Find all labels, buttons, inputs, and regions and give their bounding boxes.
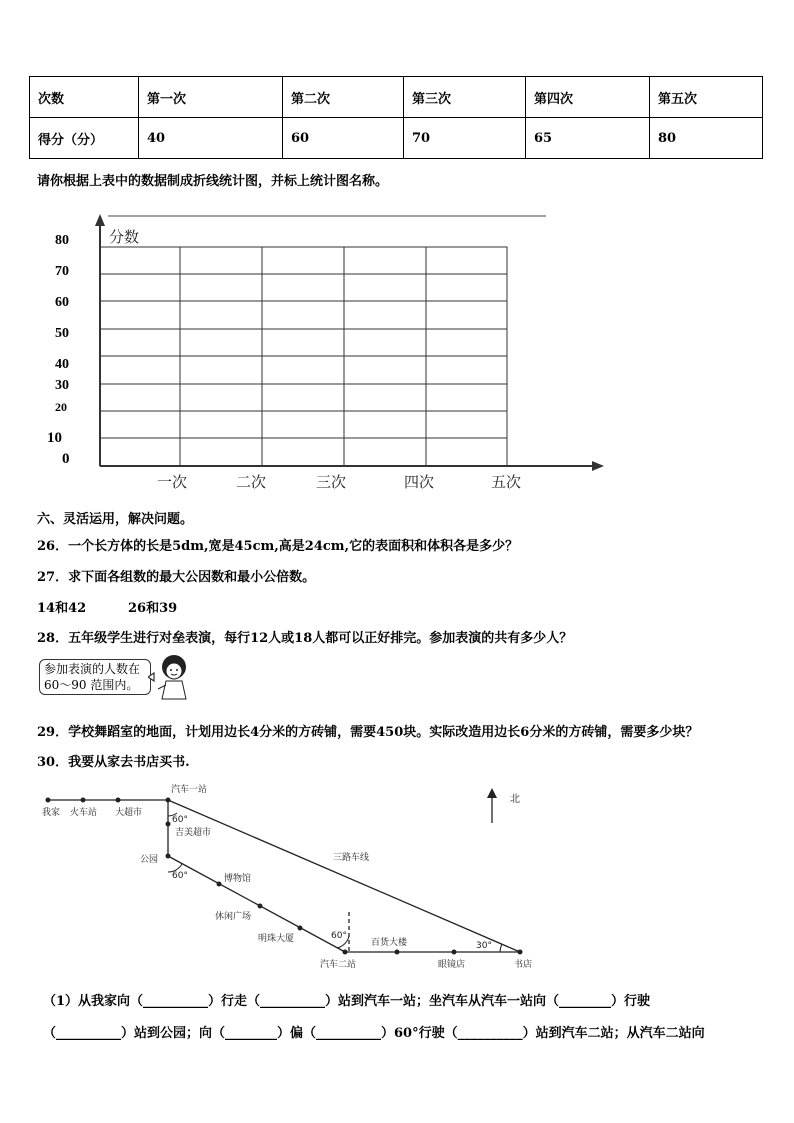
table-cell: 次数 (30, 77, 139, 118)
label-north: 北 (510, 794, 520, 805)
y-tick: 20 (55, 400, 67, 414)
label-glasses-shop: 眼镜店 (438, 960, 466, 970)
instruction-text: 请你根据上表中的数据制成折线统计图，并标上统计图名称。 (37, 174, 389, 189)
table-cell: 得分（分） (30, 118, 139, 159)
x-tick: 三次 (316, 473, 347, 491)
question-30-part-1-cont: （__________）站到公园；向（________）偏（__________）60°行驶（__________）站到汽车二站；从汽车二站向 (43, 1026, 705, 1041)
angle-label: 30° (476, 941, 492, 951)
question-27-pair-2: 26和39 (128, 601, 178, 616)
angle-label: 60° (172, 871, 188, 881)
table-cell: 第二次 (283, 77, 404, 118)
y-tick: 60 (55, 295, 69, 310)
girl-illustration (148, 653, 198, 703)
label-bus-stop-2: 汽车二站 (320, 960, 357, 970)
label-bookstore: 书店 (514, 960, 533, 970)
label-supermarket: 大超市 (115, 808, 143, 818)
table-cell: 65 (526, 118, 650, 159)
section-heading: 六、灵活运用，解决问题。 (37, 512, 194, 527)
table-cell: 80 (650, 118, 763, 159)
blank-grid (0, 0, 794, 500)
label-home: 我家 (42, 808, 61, 818)
table-cell: 第一次 (139, 77, 283, 118)
label-museum: 博物馆 (224, 874, 252, 884)
table-cell: 第三次 (404, 77, 526, 118)
question-30: 30．我要从家去书店买书. (37, 755, 190, 770)
hint-line: 参加表演的人数在 (44, 662, 141, 676)
label-bus-stop-1: 汽车一站 (171, 785, 208, 795)
label-plaza: 休闲广场 (215, 912, 252, 922)
angle-label: 60° (331, 931, 347, 941)
x-tick: 二次 (236, 473, 267, 491)
label-mingzhu: 明珠大厦 (258, 934, 295, 944)
y-tick: 10 (47, 430, 62, 446)
x-tick: 一次 (157, 473, 188, 491)
y-tick: 70 (55, 264, 69, 279)
table-cell: 40 (139, 118, 283, 159)
hint-bubble (39, 659, 151, 695)
label-park: 公园 (140, 855, 159, 865)
route-map (0, 778, 794, 978)
table-cell: 第四次 (526, 77, 650, 118)
x-tick: 四次 (404, 473, 435, 491)
hint-line: 60～90 范围内。 (44, 678, 139, 692)
y-tick: 40 (55, 357, 69, 372)
question-26: 26．一个长方体的长是5dm,宽是45cm,高是24cm,它的表面积和体积各是多少？ (37, 539, 519, 554)
table-cell: 70 (404, 118, 526, 159)
grid-lines (100, 247, 507, 466)
label-jimei: 吉美超市 (175, 828, 212, 838)
north-arrow-icon (487, 788, 497, 798)
question-30-part-1: （1）从我家向（__________）行走（__________）站到汽车一站；坐汽车从汽车一站向（________）行驶 (43, 994, 651, 1009)
y-tick: 50 (55, 326, 69, 341)
angle-label: 60° (172, 815, 188, 825)
label-department-store: 百货大楼 (371, 938, 408, 948)
x-tick: 五次 (491, 473, 522, 491)
y-tick: 30 (55, 378, 69, 393)
label-train-station: 火车站 (70, 808, 98, 818)
question-27: 27．求下面各组数的最大公因数和最小公倍数。 (37, 570, 316, 585)
question-28: 28．五年级学生进行对垒表演，每行12人或18人都可以正好排完。参加表演的共有多少人？ (37, 631, 573, 646)
y-tick: 80 (55, 233, 69, 248)
table-cell: 60 (283, 118, 404, 159)
y-tick: 0 (62, 451, 70, 467)
y-axis-title: 分数 (109, 228, 140, 246)
table-cell: 第五次 (650, 77, 763, 118)
question-27-pair-1: 14和42 (37, 601, 87, 616)
label-route-3: 三路车线 (333, 853, 370, 863)
question-29: 29．学校舞蹈室的地面，计划用边长4分米的方砖铺，需要450块。实际改造用边长6分米的方砖铺，需要多少块？ (37, 725, 699, 740)
